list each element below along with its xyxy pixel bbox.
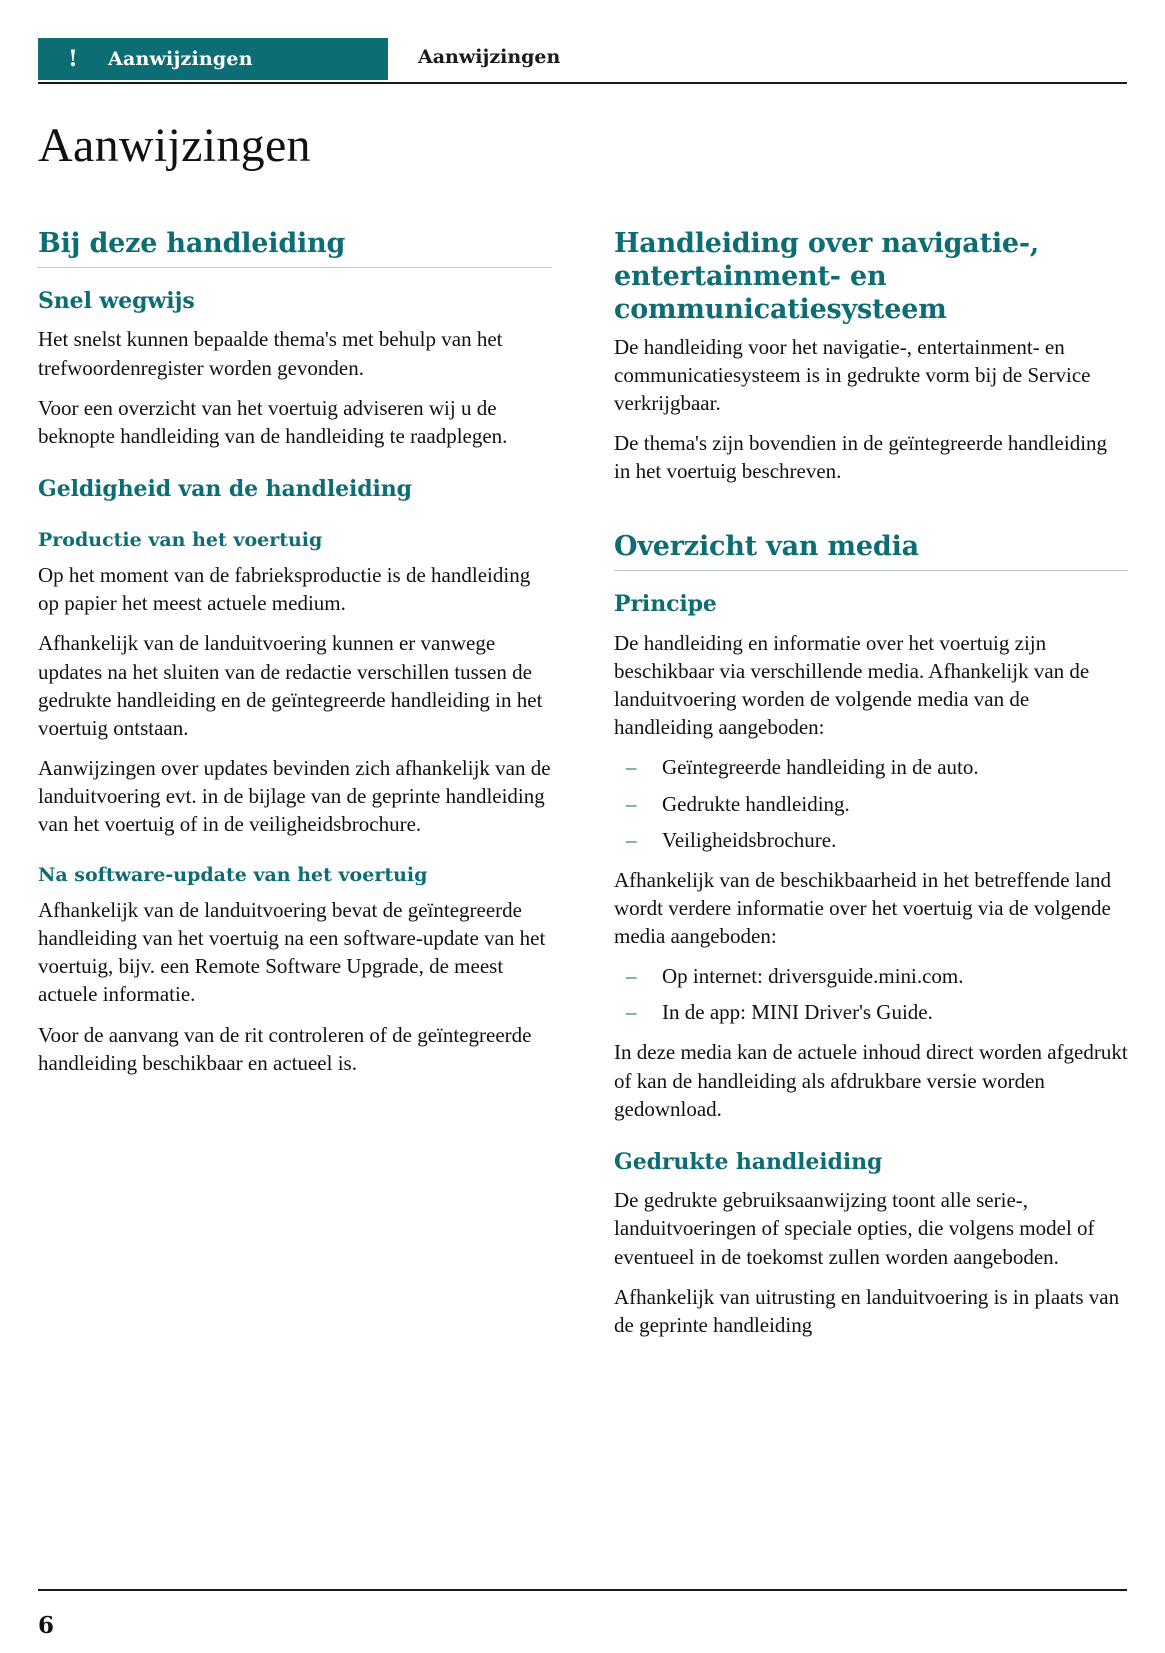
list-item [614, 962, 1128, 990]
list-item [614, 753, 1128, 781]
dash-bullet-icon: – [626, 964, 637, 989]
paragraph: Afhankelijk van de landuitvoering bevat de geïntegreerde handleiding van het voertuig na een software-update van het voertuig, bijv. een Remote Software Upgrade, de meest actuele informatie. [38, 898, 546, 1007]
paragraph: Het snelst kunnen bepaalde thema's met behulp van het trefwoordenregister worden gevonden. [38, 327, 503, 380]
section-divider [614, 570, 1128, 571]
section-heading-bij-deze-handleiding: Bij deze handleiding [38, 228, 346, 259]
paragraph: Voor een overzicht van het voertuig adviseren wij u de beknopte handleiding van de handleiding te raadplegen. [38, 395, 508, 448]
subheading-na-software-update: Na software-update van het voertuig [38, 864, 428, 887]
header-divider [38, 82, 1127, 84]
list-item-label: Op internet: driversguide.mini.com. [662, 964, 964, 989]
page-number: 6 [38, 1612, 55, 1639]
subheading-geldigheid-van-de-handleiding: Geldigheid van de handleiding [38, 475, 412, 502]
exclamation-icon: ! [68, 46, 78, 72]
dash-bullet-icon: – [626, 755, 637, 780]
paragraph: De gedrukte gebruiksaanwijzing toont alle serie-, landuitvoeringen of speciale opties, die volgens model of eventueel in de toekomst zullen worden aangeboden. [614, 1188, 1095, 1269]
dash-bullet-icon: – [626, 791, 637, 816]
dash-bullet-icon: – [626, 827, 637, 852]
section-heading-overzicht-van-media: Overzicht van media [614, 531, 919, 563]
content-columns [38, 228, 1128, 1351]
paragraph: De thema's zijn bovendien in de geïntegreerde handleiding in het voertuig beschreven. [614, 431, 1108, 484]
list-item [614, 790, 1128, 818]
paragraph: In deze media kan de actuele inhoud direct worden afgedrukt of kan de handleiding als afdrukbare versie worden gedownload. [614, 1040, 1128, 1121]
subheading-gedrukte-handleiding: Gedrukte handleiding [614, 1148, 883, 1175]
list-item-label: In de app: MINI Driver's Guide. [662, 1000, 933, 1025]
subheading-principe: Principe [614, 591, 717, 618]
paragraph: Afhankelijk van de beschikbaarheid in het betreffende land wordt verdere informatie over het voertuig via de volgende media aangeboden: [614, 867, 1111, 948]
left-column [38, 228, 552, 1351]
paragraph: Voor de aanvang van de rit controleren of de geïntegreerde handleiding beschikbaar en actueel is. [38, 1022, 532, 1075]
media-list-primary [614, 753, 1128, 853]
list-item [614, 998, 1128, 1026]
list-item [614, 826, 1128, 854]
paragraph: De handleiding en informatie over het voertuig zijn beschikbaar via verschillende media. Afhankelijk van de landuitvoering worden de volgende media van de handleiding aangeboden: [614, 630, 1090, 740]
section-heading-handleiding-navigatie: Handleiding over navigatie-, entertainment- en communicatiesysteem [614, 228, 1040, 325]
chapter-tab-label: Aanwijzingen [108, 48, 253, 70]
media-list-secondary [614, 962, 1128, 1026]
right-column [614, 228, 1128, 1351]
dash-bullet-icon: – [626, 1000, 637, 1025]
page-header [38, 38, 1127, 84]
list-item-label: Geïntegreerde handleiding in de auto. [662, 755, 979, 780]
page-title: Aanwijzingen [38, 119, 311, 172]
spacer [614, 497, 1128, 531]
list-item-label: Gedrukte handleiding. [662, 791, 850, 816]
paragraph: Afhankelijk van de landuitvoering kunnen er vanwege updates na het sluiten van de redactie verschillen tussen de gedrukte handleiding en de geïntegreerde handleiding in het voertuig ontstaan. [38, 631, 543, 740]
subheading-snel-wegwijs: Snel wegwijs [38, 287, 195, 314]
paragraph: De handleiding voor het navigatie-, entertainment- en communicatiesysteem is in gedrukte vorm bij de Service verkrijgbaar. [614, 334, 1091, 416]
subheading-productie-van-het-voertuig: Productie van het voertuig [38, 529, 323, 552]
paragraph: Op het moment van de fabrieksproductie is de handleiding op papier het meest actuele medium. [38, 563, 531, 616]
chapter-tab [38, 38, 388, 80]
running-title: Aanwijzingen [418, 46, 561, 68]
paragraph: Aanwijzingen over updates bevinden zich afhankelijk van de landuitvoering evt. in de bijlage van de geprinte handleiding van het voertuig of in de veiligheidsbrochure. [38, 755, 551, 837]
section-divider [38, 267, 552, 268]
paragraph: Afhankelijk van uitrusting en landuitvoering is in plaats van de geprinte handleiding [614, 1284, 1120, 1337]
list-item-label: Veiligheidsbrochure. [662, 827, 837, 852]
footer-divider [38, 1589, 1127, 1591]
